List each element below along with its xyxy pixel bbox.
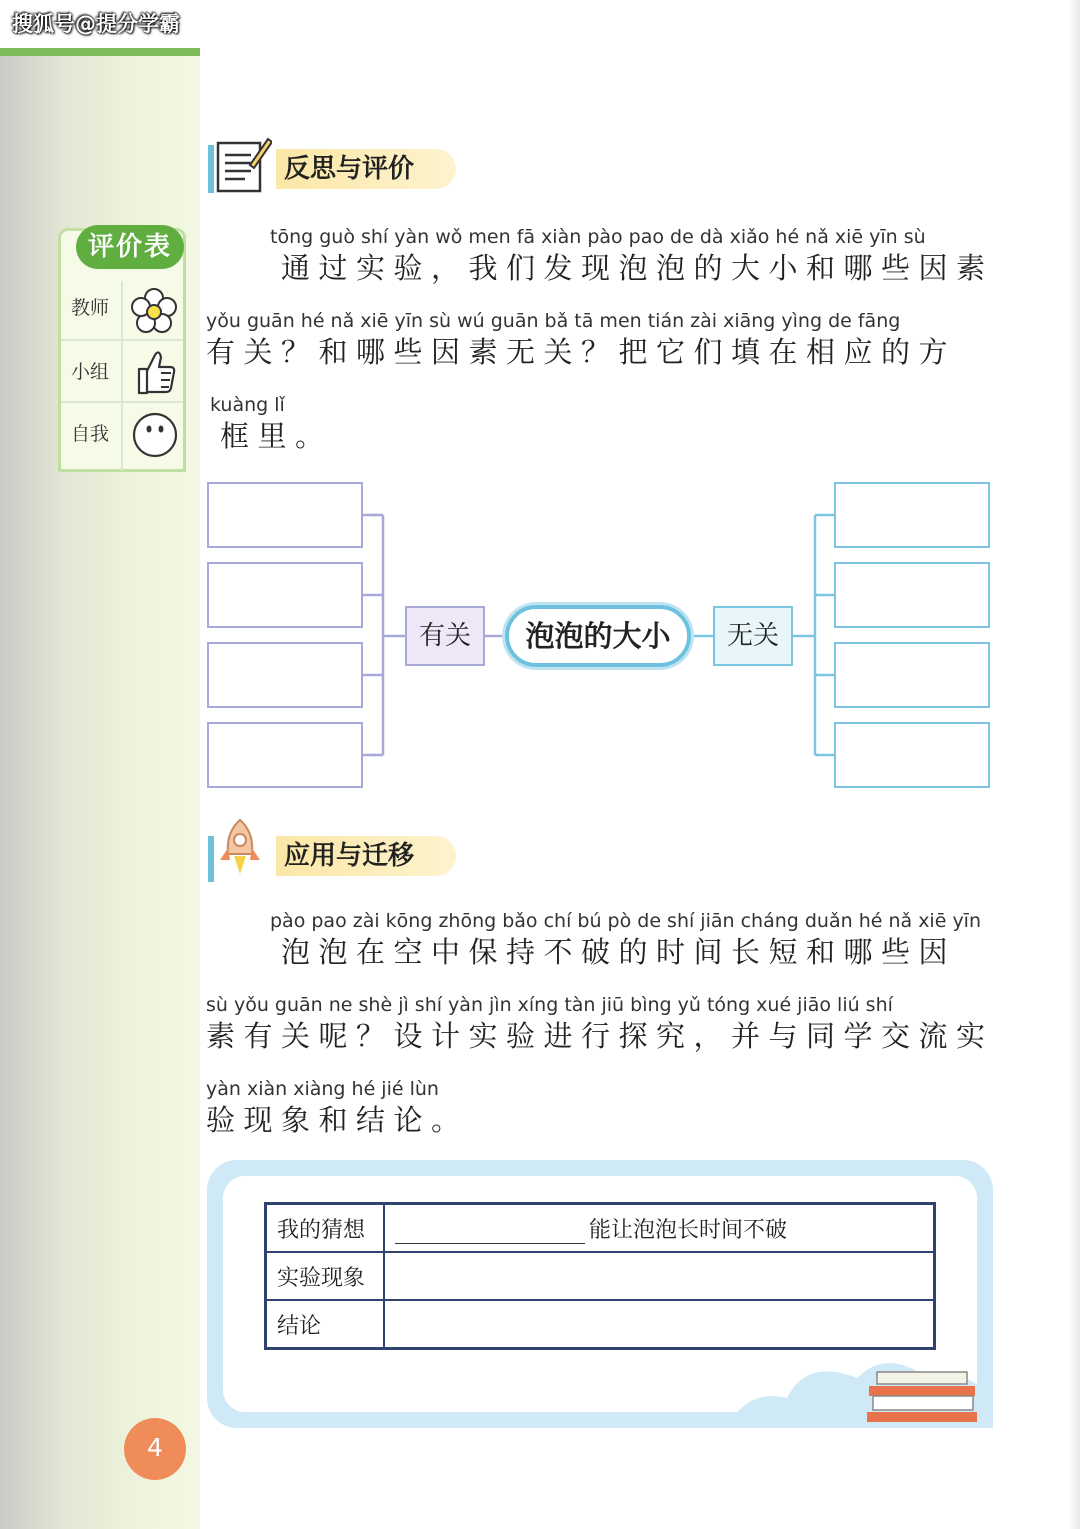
table-row	[266, 1300, 935, 1349]
table-row	[266, 1204, 935, 1253]
pinyin-line: yàn xiàn xiàng hé jié lùn	[206, 1078, 439, 1100]
hanzi-line: 通过实验，我们发现泡泡的大小和哪些因素	[206, 251, 994, 285]
conclusion-field[interactable]	[384, 1300, 935, 1349]
evaluation-row-label: 教师	[71, 297, 110, 319]
fill-in-blank[interactable]	[395, 1219, 585, 1244]
watermark: 搜狐号@提分学霸	[12, 12, 180, 36]
pinyin-line: kuàng lǐ	[210, 394, 285, 416]
form-label: 结论	[266, 1300, 385, 1349]
text-line	[206, 994, 992, 1054]
rocket-icon	[206, 816, 272, 886]
pinyin-line: sù yǒu guān ne shè jì shí yàn jìn xíng tàn jiū bìng yǔ tóng xué jiāo liú shí	[206, 994, 893, 1016]
related-label: 有关	[405, 606, 485, 666]
section-title: 反思与评价	[276, 149, 456, 189]
evaluation-row-label: 小组	[71, 361, 110, 383]
hanzi-line: 泡泡在空中保持不破的时间长短和哪些因	[206, 935, 957, 969]
pinyin-line: yǒu guān hé nǎ xiē yīn sù wú guān bǎ tā men tián zài xiāng yìng de fāng	[206, 310, 901, 332]
evaluation-row-label: 自我	[71, 423, 110, 445]
page-number: 4	[124, 1418, 186, 1480]
guess-text: 能让泡泡长时间不破	[589, 1217, 788, 1243]
hanzi-line: 框里。	[220, 419, 333, 453]
guess-field[interactable]	[384, 1204, 935, 1253]
section-heading-application	[206, 822, 466, 882]
hanzi-line: 有关？和哪些因素无关？把它们填在相应的方	[206, 335, 957, 369]
center-topic: 泡泡的大小	[505, 605, 691, 667]
form-label: 我的猜想	[266, 1204, 385, 1253]
text-line	[206, 910, 992, 970]
experiment-form-table	[264, 1202, 936, 1350]
text-line	[206, 1078, 992, 1138]
unrelated-label: 无关	[713, 606, 793, 666]
evaluation-title: 评价表	[76, 225, 184, 269]
form-label: 实验现象	[266, 1252, 385, 1300]
hanzi-line: 验现象和结论。	[206, 1103, 469, 1137]
section-title: 应用与迁移	[276, 836, 456, 876]
phenomenon-field[interactable]	[384, 1252, 935, 1300]
table-row	[266, 1252, 935, 1300]
books-icon	[867, 1368, 983, 1430]
hanzi-line: 素有关呢？设计实验进行探究，并与同学交流实	[206, 1019, 994, 1053]
pinyin-line: tōng guò shí yàn wǒ men fā xiàn pào pao de dà xiǎo hé nǎ xiē yīn sù	[270, 226, 926, 248]
pinyin-line: pào pao zài kōng zhōng bǎo chí bú pò de shí jiān cháng duǎn hé nǎ xiē yīn	[270, 910, 982, 932]
